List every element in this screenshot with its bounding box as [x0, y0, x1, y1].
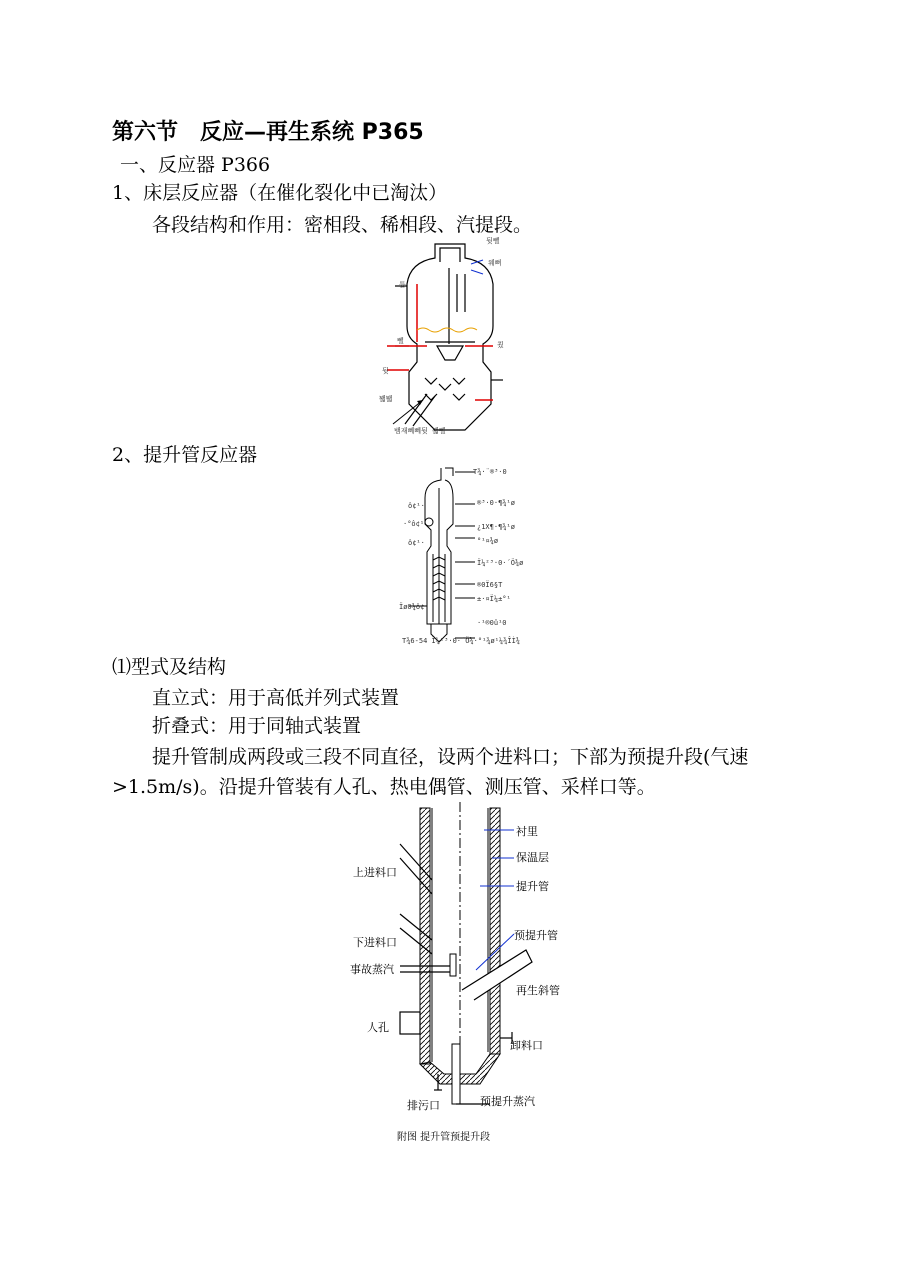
label-upper-feed: 上进料口 [353, 866, 397, 879]
label-manhole: 人孔 [367, 1021, 389, 1034]
upright-type-line: 直立式：用于高低并列式装置 [152, 687, 400, 709]
label-pre-lift-steam: 预提升蒸汽 [480, 1095, 535, 1108]
riser-paragraph-line-2: >1.5m/s)。沿提升管装有人孔、热电偶管、测压管、采样口等。 [112, 776, 656, 798]
fig2-mark-11: Ïø0¾ô¢ [399, 603, 425, 611]
fig2-mark-7: ô¢¹· [408, 539, 425, 547]
fig2-mark-5: ¿1X¶·¶¾¹ø [477, 523, 515, 531]
fig2-mark-3: ô¢¹· [408, 502, 425, 510]
fig1-mark-5: 쾼 [497, 341, 504, 349]
fig2-mark-13: T¾6-54 Ï¼²³·0·´Ö¾·°¹¾ø¹¼¾ÎÌ¾ [402, 637, 521, 645]
label-lower-feed: 下进料口 [353, 936, 397, 949]
label-unload: 卸料口 [510, 1039, 543, 1052]
item-2-heading: 2、提升管反应器 [112, 444, 258, 466]
fig1-mark-3: 튵 [399, 281, 406, 289]
type-heading: ⑴型式及结构 [112, 656, 227, 678]
fig2-mark-4: ·°ô¢¹ [403, 520, 425, 528]
label-emergency-steam: 事故蒸汽 [350, 963, 394, 976]
fig2-mark-8: Ï¼²³·0·´Ö¾ø [477, 559, 524, 567]
subsection-heading: 一、反应器 P366 [120, 154, 271, 176]
fig1-mark-7: 뫫뫫 [379, 395, 393, 403]
item-1-description: 各段结构和作用：密相段、稀相段、汽提段。 [152, 214, 533, 236]
riser-paragraph-line-1: 提升管制成两段或三段不同直径，设两个进料口；下部为预提升段(气速 [152, 746, 749, 768]
fig1-mark-6: 뒷 [382, 367, 389, 375]
label-drain: 排污口 [407, 1099, 440, 1112]
fig2-mark-10: ±·¤Ï¼±°¹ [477, 595, 511, 603]
fig2-mark-9: ®0Ï6§T [477, 581, 503, 589]
fig2-mark-2: ®³·0·¶¾¹ø [477, 499, 515, 507]
fig1-mark-2: 웨뼈 [488, 259, 502, 267]
figure-caption: 附图 提升管预提升段 [397, 1132, 491, 1143]
label-insulation: 保温层 [516, 851, 549, 864]
item-1-heading: 1、床层反应器（在催化裂化中已淘汰） [112, 182, 448, 204]
fig2-mark-6: °¹¤¾ø [477, 537, 499, 545]
label-riser: 提升管 [516, 880, 549, 893]
riser-prelift-figure [380, 800, 540, 1120]
label-pre-riser: 预提升管 [514, 929, 558, 942]
folded-type-line: 折叠式：用于同轴式装置 [152, 715, 362, 737]
section-title: 第六节 反应—再生系统 P365 [112, 120, 424, 145]
fig2-mark-1: T¾·¨®³·0 [473, 468, 507, 476]
fig1-mark-1: 뒷뺼 [486, 237, 500, 245]
label-regen-pipe: 再生斜管 [516, 984, 560, 997]
fig1-mark-4: 뺼 [397, 337, 404, 345]
fig1-mark-8: 뱀재뻬뻬뒷 뫫뺼 [394, 427, 446, 435]
fig2-mark-12: ·¹®0û¹0 [477, 619, 507, 627]
label-lining: 衬里 [516, 825, 538, 838]
riser-reactor-figure [395, 464, 535, 646]
